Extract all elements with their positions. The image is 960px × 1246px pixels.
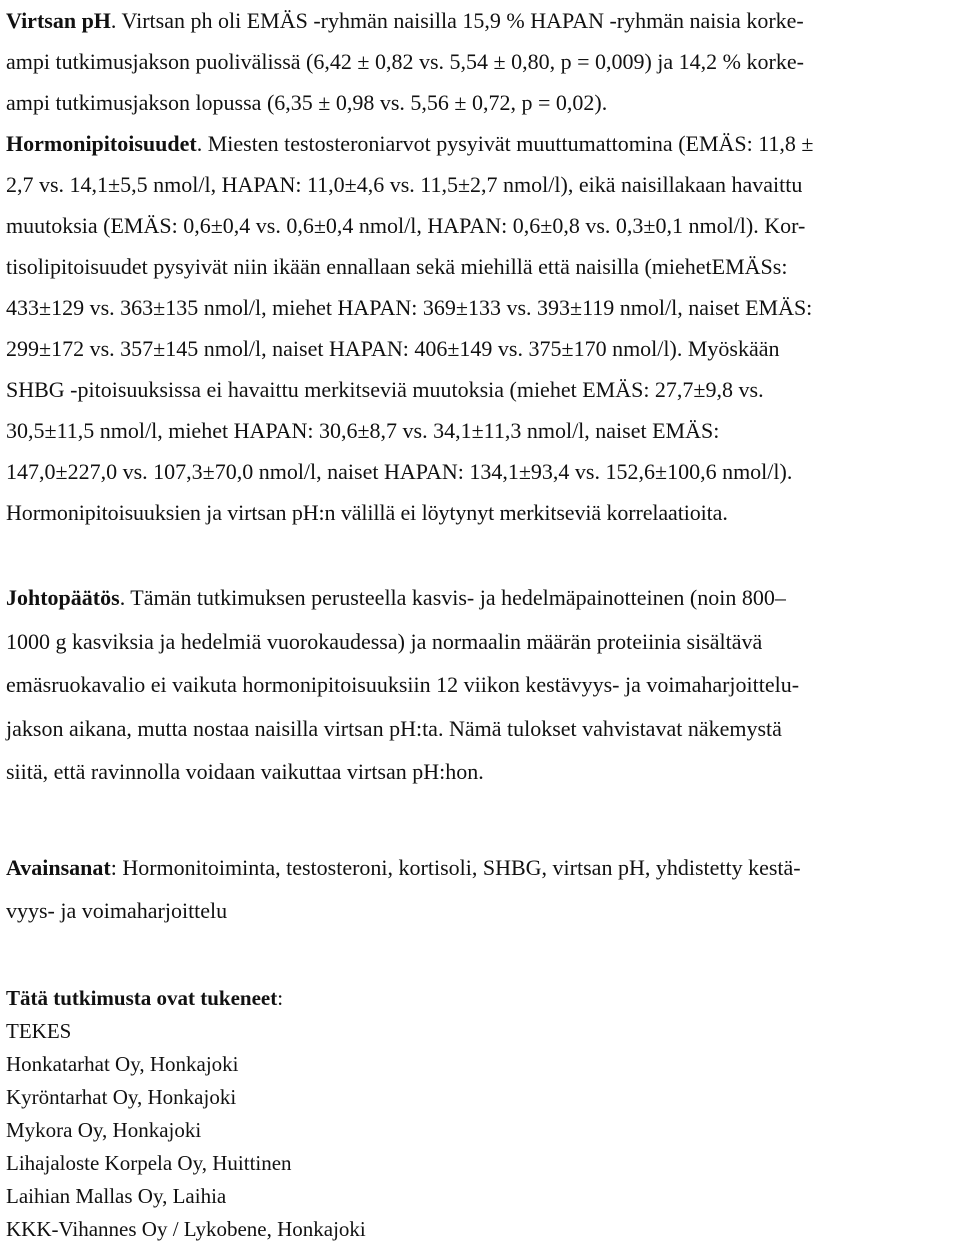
sponsors-heading-line <box>6 982 960 1015</box>
text-line: siitä, että ravinnolla voidaan vaikuttaa virtsan pH:hon. <box>6 759 484 784</box>
line-text: . Virtsan ph oli EMÄS -ryhmän naisilla 15,9 % HAPAN -ryhmän naisia korke- <box>110 8 804 33</box>
sponsor-item: Mykora Oy, Honkajoki <box>6 1118 202 1142</box>
text-line <box>6 846 960 889</box>
text-line: emäsruokavalio ei vaikuta hormonipitoisuuksiin 12 viikon kestävyys- ja voimaharjoittelu- <box>6 672 800 697</box>
line-text: : Hormonitoiminta, testosteroni, kortisoli, SHBG, virtsan pH, yhdistetty kestä- <box>110 855 801 880</box>
text-line: jakson aikana, mutta nostaa naisilla virtsan pH:ta. Nämä tulokset vahvistavat näkemystä <box>6 715 782 741</box>
text-line <box>6 0 960 41</box>
keywords-section <box>6 846 960 932</box>
inline-heading-hormones: Hormonipitoisuudet <box>6 131 197 156</box>
text-line: tisolipitoisuudet pysyivät niin ikään ennallaan sekä miehillä että naisilla (miehetEMÄSs: <box>6 254 788 279</box>
text-line: 30,5±11,5 nmol/l, miehet HAPAN: 30,6±8,7 vs. 34,1±11,3 nmol/l, naiset EMÄS: <box>6 418 720 443</box>
sponsor-item: Honkatarhat Oy, Honkajoki <box>6 1052 239 1076</box>
text-line: 1000 g kasviksia ja hedelmiä vuorokaudessa) ja normaalin määrän proteiinia sisältävä <box>6 628 763 654</box>
sponsors-section <box>6 982 960 1246</box>
inline-heading-keywords: Avainsanat <box>6 855 111 880</box>
inline-heading-urine-ph: Virtsan pH <box>6 8 111 33</box>
text-line: ampi tutkimusjakson puolivälissä (6,42 ± 0,82 vs. 5,54 ± 0,80, p = 0,009) ja 14,2 % korke- <box>6 49 804 74</box>
sponsors-heading: Tätä tutkimusta ovat tukeneet <box>6 986 278 1010</box>
sponsor-item: Laihian Mallas Oy, Laihia <box>6 1184 227 1208</box>
conclusion-section <box>6 576 960 794</box>
sponsor-item: Lihajaloste Korpela Oy, Huittinen <box>6 1151 292 1175</box>
text-line <box>6 576 960 620</box>
text-line: ampi tutkimusjakson lopussa (6,35 ± 0,98 vs. 5,56 ± 0,72, p = 0,02). <box>6 90 608 115</box>
sponsor-item: Kyröntarhat Oy, Honkajoki <box>6 1085 237 1109</box>
text-line: Hormonipitoisuuksien ja virtsan pH:n välillä ei löytynyt merkitseviä korrelaatioita. <box>6 500 728 525</box>
sponsors-heading-suffix: : <box>277 986 284 1010</box>
results-section <box>6 0 960 533</box>
line-text: . Tämän tutkimuksen perusteella kasvis- ja hedelmäpainotteinen (noin 800– <box>119 585 786 610</box>
text-line: 147,0±227,0 vs. 107,3±70,0 nmol/l, naiset HAPAN: 134,1±93,4 vs. 152,6±100,6 nmol/l). <box>6 459 793 484</box>
text-line <box>6 123 960 164</box>
sponsor-item: KKK-Vihannes Oy / Lykobene, Honkajoki <box>6 1217 366 1241</box>
text-line: 433±129 vs. 363±135 nmol/l, miehet HAPAN: 369±133 vs. 393±119 nmol/l, naiset EMÄS: <box>6 295 813 320</box>
text-line: SHBG -pitoisuuksissa ei havaittu merkitseviä muutoksia (miehet EMÄS: 27,7±9,8 vs. <box>6 377 764 402</box>
sponsor-item: TEKES <box>6 1019 72 1043</box>
text-line: muutoksia (EMÄS: 0,6±0,4 vs. 0,6±0,4 nmol/l, HAPAN: 0,6±0,8 vs. 0,3±0,1 nmol/l). Kor- <box>6 213 806 238</box>
text-line: 299±172 vs. 357±145 nmol/l, naiset HAPAN: 406±149 vs. 375±170 nmol/l). Myöskään <box>6 336 780 361</box>
text-line: vyys- ja voimaharjoittelu <box>6 898 228 923</box>
inline-heading-conclusion: Johtopäätös <box>6 585 120 610</box>
text-line: 2,7 vs. 14,1±5,5 nmol/l, HAPAN: 11,0±4,6 vs. 11,5±2,7 nmol/l), eikä naisillakaan havaittu <box>6 172 803 197</box>
line-text: . Miesten testosteroniarvot pysyivät muuttumattomina (EMÄS: 11,8 ± <box>196 131 814 156</box>
